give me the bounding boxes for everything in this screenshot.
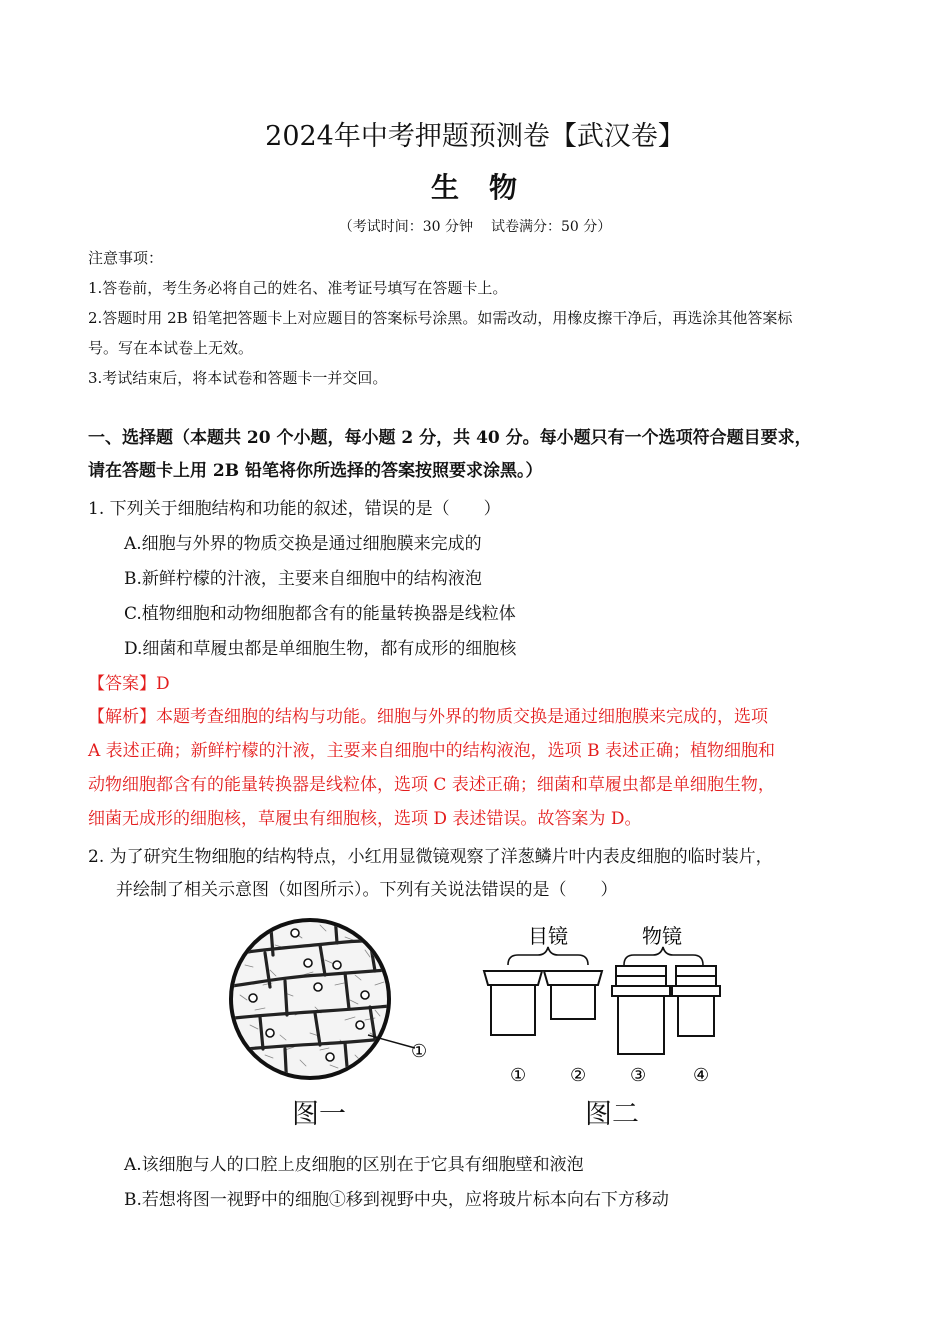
question-1-explanation-line: 动物细胞都含有的能量转换器是线粒体，选项 C 表述正确；细菌和草履虫都是单细胞生物， xyxy=(88,775,775,795)
question-1-explanation-line: 细菌无成形的细胞核，草履虫有细胞核，选项 D 表述错误。故答案为 D。 xyxy=(88,809,642,829)
question-1-option-c: C.植物细胞和动物细胞都含有的能量转换器是线粒体 xyxy=(124,604,516,624)
figure-2-lenses xyxy=(478,915,738,1085)
question-1-option-a: A.细胞与外界的物质交换是通过细胞膜来完成的 xyxy=(124,534,482,554)
eyepiece-brace xyxy=(508,947,588,965)
objective-4 xyxy=(672,966,720,1036)
exam-title: 2024年中考押题预测卷【武汉卷】 xyxy=(265,121,685,152)
question-2-option-b: B.若想将图一视野中的细胞①移到视野中央，应将玻片标本向右下方移动 xyxy=(124,1190,669,1210)
exam-score: 试卷满分：50 分） xyxy=(491,219,612,235)
note-item: 1.答卷前，考生务必将自己的姓名、准考证号填写在答题卡上。 xyxy=(88,279,508,297)
question-1-explanation-line: 【解析】本题考查细胞的结构与功能。细胞与外界的物质交换是通过细胞膜来完成的，选项 xyxy=(88,707,768,727)
section-heading-line2: 请在答题卡上用 2B 铅笔将你所选择的答案按照要求涂黑。） xyxy=(88,461,543,481)
figure-1-marker: ① xyxy=(411,1041,428,1062)
exam-info xyxy=(0,216,950,236)
objective-brace xyxy=(624,947,703,965)
notes-heading: 注意事项： xyxy=(88,249,164,267)
question-1-option-d: D.细菌和草履虫都是单细胞生物，都有成形的细胞核 xyxy=(124,639,517,659)
eyepiece-label: 目镜 xyxy=(528,924,568,948)
lens-number-3: ③ xyxy=(630,1065,647,1085)
question-1-option-b: B.新鲜柠檬的汁液，主要来自细胞中的结构液泡 xyxy=(124,569,482,589)
subject-char-2: 物 xyxy=(489,171,520,204)
figure-1-label: 图一 xyxy=(292,1099,346,1130)
eyepiece-2 xyxy=(544,971,602,1019)
question-1-answer: 【答案】D xyxy=(88,674,170,694)
objective-3 xyxy=(612,966,670,1054)
question-1-explanation-line: A 表述正确；新鲜柠檬的汁液，主要来自细胞中的结构液泡，选项 B 表述正确；植物细胞和 xyxy=(88,741,775,761)
question-1-stem: 1. 下列关于细胞结构和功能的叙述，错误的是（ ） xyxy=(88,499,501,519)
figure-2-label: 图二 xyxy=(585,1099,639,1130)
note-item: 3.考试结束后，将本试卷和答题卡一并交回。 xyxy=(88,369,388,387)
lens-number-1: ① xyxy=(510,1065,527,1085)
subject-char-1: 生 xyxy=(430,171,461,204)
question-2-option-a: A.该细胞与人的口腔上皮细胞的区别在于它具有细胞壁和液泡 xyxy=(124,1155,584,1175)
question-2-stem-line2: 并绘制了相关示意图（如图所示）。下列有关说法错误的是（ ） xyxy=(116,880,618,900)
exam-time: （考试时间：30 分钟 xyxy=(338,219,473,235)
figure-1-microscope-view xyxy=(225,915,440,1090)
lens-number-2: ② xyxy=(570,1065,587,1085)
section-heading-line1: 一、选择题（本题共 20 个小题，每小题 2 分，共 40 分。每小题只有一个选项符合题目要求， xyxy=(88,428,812,448)
note-item: 号。写在本试卷上无效。 xyxy=(88,339,254,357)
question-2-stem-line1: 2. 为了研究生物细胞的结构特点，小红用显微镜观察了洋葱鳞片叶内表皮细胞的临时装片， xyxy=(88,847,773,867)
lens-number-4: ④ xyxy=(693,1065,710,1085)
eyepiece-1 xyxy=(484,971,542,1035)
subject-title xyxy=(0,166,950,206)
note-item: 2.答题时用 2B 铅笔把答题卡上对应题目的答案标号涂黑。如需改动，用橡皮擦干净后，再选涂其他答案标 xyxy=(88,309,793,327)
objective-label: 物镜 xyxy=(642,924,682,948)
